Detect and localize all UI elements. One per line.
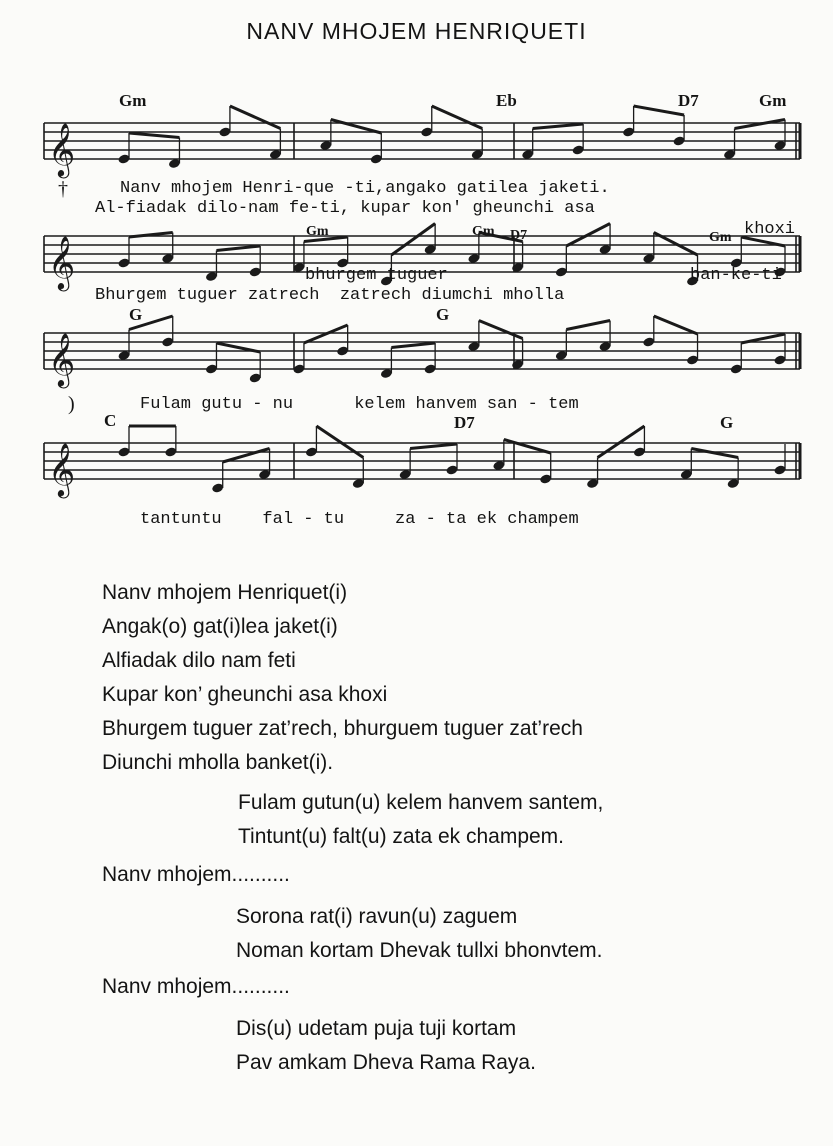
note-beam — [566, 224, 610, 247]
treble-clef-icon: 𝄞 — [48, 235, 76, 289]
refrain-reference — [102, 858, 290, 892]
music-staff — [44, 425, 800, 505]
note-beam — [432, 106, 482, 129]
note-beam — [223, 449, 270, 463]
note-beam — [566, 321, 610, 330]
chord: D7 — [510, 228, 528, 243]
verse-line: Tintunt(u) falt(u) zata ek champem. — [238, 825, 565, 848]
lyric-line: bhurgem tuguer — [305, 266, 448, 285]
section-mark: † — [58, 178, 68, 200]
note-beam — [533, 124, 583, 129]
verse-line: Dis(u) udetam puja tuji kortam — [236, 1017, 517, 1040]
lyric-line: Bhurgem tuguer zatrech zatrech diumchi mholla — [95, 286, 565, 305]
staff-system-4 — [44, 411, 800, 505]
verse-line: Diunchi mholla banket(i). — [102, 751, 334, 774]
chord: Gm — [472, 224, 495, 239]
music-staff — [44, 315, 800, 395]
note-beam — [735, 120, 785, 129]
lyric-line: ban-ke-ti — [690, 266, 782, 285]
verse-line: Angak(o) gat(i)lea jaket(i) — [102, 615, 338, 638]
verse-line: Nanv mhojem.......... — [102, 863, 290, 886]
chord: Gm — [306, 224, 329, 239]
chord: G — [129, 305, 143, 324]
chord: G — [720, 413, 734, 432]
verse-3 — [236, 1012, 536, 1080]
verse-line: Sorona rat(i) ravun(u) zaguem — [236, 905, 518, 928]
note-beam — [691, 449, 738, 458]
chord: D7 — [678, 91, 699, 110]
note-beam — [331, 120, 381, 134]
lyric-line: tantuntu fal - tu za - ta ek champem — [140, 510, 579, 529]
refrain-reference — [102, 970, 290, 1004]
treble-clef-icon: 𝄞 — [48, 442, 76, 496]
chord: G — [436, 305, 450, 324]
chord: Eb — [496, 91, 517, 110]
note-beam — [654, 316, 698, 334]
staff-system-1 — [44, 91, 800, 185]
note-beam — [479, 321, 523, 339]
verse-1 — [102, 576, 583, 780]
note-beam — [304, 325, 348, 343]
verse-2 — [236, 900, 603, 968]
treble-clef-icon: 𝄞 — [48, 122, 76, 176]
note-beam — [391, 343, 435, 348]
section-mark: ) — [68, 393, 75, 415]
music-staff — [44, 105, 800, 185]
lyric-line: Nanv mhojem Henri-que -ti,angako gatilea jaketi. — [120, 179, 610, 198]
chord: D7 — [454, 413, 475, 432]
treble-clef-icon: 𝄞 — [48, 332, 76, 386]
lyric-line: Al-fiadak dilo-nam fe-ti, kupar kon' gheunchi asa — [95, 199, 595, 218]
chord: C — [104, 411, 117, 430]
verse-line: Alfiadak dilo nam feti — [102, 649, 296, 672]
note-beam — [504, 440, 551, 454]
verse-line: Nanv mhojem.......... — [102, 975, 290, 998]
verse-line: Noman kortam Dhevak tullxi bhonvtem. — [236, 939, 603, 962]
verse-line: Fulam gutun(u) kelem hanvem santem, — [238, 791, 604, 814]
note-beam — [129, 133, 179, 138]
note-beam — [634, 106, 684, 115]
verse-line: Kupar kon’ gheunchi asa khoxi — [102, 683, 388, 706]
song-title: NANV MHOJEM HENRIQUETI — [246, 18, 587, 44]
verse-line: Nanv mhojem Henriquet(i) — [102, 581, 348, 604]
note-beam — [216, 246, 260, 251]
note-beam — [230, 106, 280, 129]
chord: Gm — [119, 91, 147, 110]
verse-1-refrain — [238, 786, 603, 854]
note-beam — [410, 444, 457, 449]
chord: Gm — [709, 230, 732, 245]
verse-line: Bhurgem tuguer zat’rech, bhurguem tuguer zat’rech — [102, 717, 583, 740]
lyric-line: Fulam gutu - nu kelem hanvem san - tem — [140, 395, 579, 414]
staff-system-3 — [44, 305, 800, 395]
lyric-line: khoxi — [744, 220, 796, 239]
chord: Gm — [759, 91, 787, 110]
verse-line: Pav amkam Dheva Rama Raya. — [236, 1051, 536, 1074]
note-beam — [316, 426, 363, 458]
